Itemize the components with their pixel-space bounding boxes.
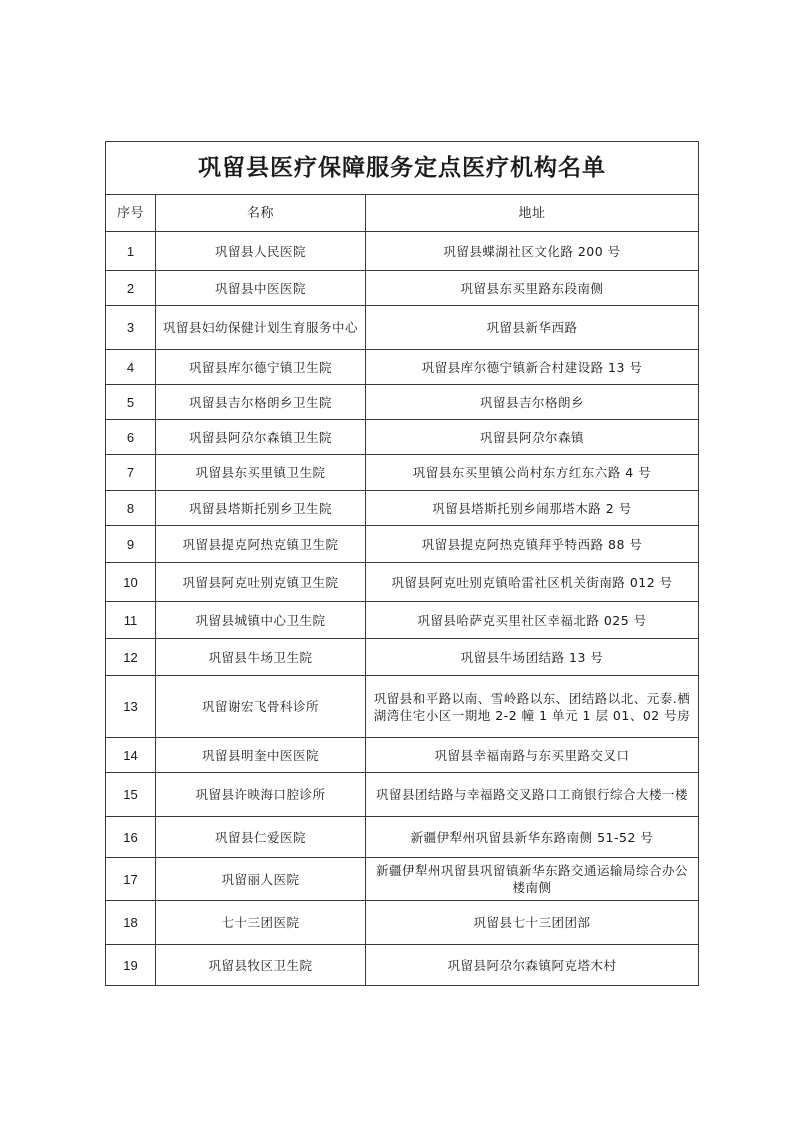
row-number: 5 bbox=[106, 385, 156, 420]
table-row bbox=[106, 491, 699, 526]
header-address: 地址 bbox=[366, 195, 699, 232]
institution-name: 巩留县提克阿热克镇卫生院 bbox=[156, 526, 366, 563]
institution-name: 巩留县妇幼保健计划生育服务中心 bbox=[156, 306, 366, 350]
institution-address: 巩留县塔斯托别乡闹那塔木路 2 号 bbox=[366, 491, 699, 526]
institution-name: 巩留谢宏飞骨科诊所 bbox=[156, 676, 366, 738]
table-body bbox=[106, 232, 699, 986]
institution-address: 巩留县和平路以南、雪岭路以东、团结路以北、元泰.栖湖湾住宅小区一期地 2-2 幢 1 单元 1 层 01、02 号房 bbox=[366, 676, 699, 738]
header-row bbox=[106, 195, 699, 232]
table-row bbox=[106, 455, 699, 491]
row-number: 12 bbox=[106, 639, 156, 676]
institution-name: 巩留县仁爱医院 bbox=[156, 817, 366, 858]
institution-name: 巩留县库尔德宁镇卫生院 bbox=[156, 350, 366, 385]
institution-name: 巩留县许映海口腔诊所 bbox=[156, 773, 366, 817]
institution-address: 巩留县东买里镇公尚村东方红东六路 4 号 bbox=[366, 455, 699, 491]
institution-name: 巩留县牧区卫生院 bbox=[156, 945, 366, 986]
institution-address: 巩留县阿尕尔森镇阿克塔木村 bbox=[366, 945, 699, 986]
institution-address: 巩留县七十三团团部 bbox=[366, 901, 699, 945]
row-number: 11 bbox=[106, 602, 156, 639]
row-number: 16 bbox=[106, 817, 156, 858]
institution-name: 巩留县明奎中医医院 bbox=[156, 738, 366, 773]
institution-address: 巩留县阿尕尔森镇 bbox=[366, 420, 699, 455]
table-row bbox=[106, 385, 699, 420]
table-row bbox=[106, 676, 699, 738]
row-number: 8 bbox=[106, 491, 156, 526]
row-number: 6 bbox=[106, 420, 156, 455]
institution-name: 巩留县城镇中心卫生院 bbox=[156, 602, 366, 639]
header-no: 序号 bbox=[106, 195, 156, 232]
row-number: 1 bbox=[106, 232, 156, 271]
institution-table bbox=[105, 141, 699, 986]
row-number: 4 bbox=[106, 350, 156, 385]
institution-address: 巩留县牛场团结路 13 号 bbox=[366, 639, 699, 676]
table-row bbox=[106, 526, 699, 563]
institution-address: 新疆伊犁州巩留县新华东路南侧 51-52 号 bbox=[366, 817, 699, 858]
table-row bbox=[106, 350, 699, 385]
table-row bbox=[106, 563, 699, 602]
table-row bbox=[106, 773, 699, 817]
table-row bbox=[106, 901, 699, 945]
row-number: 10 bbox=[106, 563, 156, 602]
institution-address: 新疆伊犁州巩留县巩留镇新华东路交通运输局综合办公楼南侧 bbox=[366, 858, 699, 901]
institution-name: 七十三团医院 bbox=[156, 901, 366, 945]
institution-address: 巩留县哈萨克买里社区幸福北路 025 号 bbox=[366, 602, 699, 639]
institution-address: 巩留县东买里路东段南侧 bbox=[366, 271, 699, 306]
institution-address: 巩留县团结路与幸福路交叉路口工商银行综合大楼一楼 bbox=[366, 773, 699, 817]
row-number: 18 bbox=[106, 901, 156, 945]
table-row bbox=[106, 738, 699, 773]
table-row bbox=[106, 639, 699, 676]
row-number: 19 bbox=[106, 945, 156, 986]
table-row bbox=[106, 420, 699, 455]
row-number: 7 bbox=[106, 455, 156, 491]
table-row bbox=[106, 945, 699, 986]
institution-address: 巩留县阿克吐别克镇哈雷社区机关街南路 012 号 bbox=[366, 563, 699, 602]
institution-address: 巩留县吉尔格朗乡 bbox=[366, 385, 699, 420]
header-name: 名称 bbox=[156, 195, 366, 232]
institution-name: 巩留县阿克吐别克镇卫生院 bbox=[156, 563, 366, 602]
table-row bbox=[106, 817, 699, 858]
institution-address: 巩留县库尔德宁镇新合村建设路 13 号 bbox=[366, 350, 699, 385]
table-row bbox=[106, 858, 699, 901]
table-row bbox=[106, 306, 699, 350]
institution-name: 巩留丽人医院 bbox=[156, 858, 366, 901]
institution-name: 巩留县中医医院 bbox=[156, 271, 366, 306]
institution-name: 巩留县东买里镇卫生院 bbox=[156, 455, 366, 491]
row-number: 9 bbox=[106, 526, 156, 563]
institution-name: 巩留县阿尕尔森镇卫生院 bbox=[156, 420, 366, 455]
institution-address: 巩留县新华西路 bbox=[366, 306, 699, 350]
table-row bbox=[106, 232, 699, 271]
row-number: 13 bbox=[106, 676, 156, 738]
institution-name: 巩留县人民医院 bbox=[156, 232, 366, 271]
institution-address: 巩留县提克阿热克镇拜乎特西路 88 号 bbox=[366, 526, 699, 563]
table-row bbox=[106, 602, 699, 639]
row-number: 17 bbox=[106, 858, 156, 901]
institution-name: 巩留县吉尔格朗乡卫生院 bbox=[156, 385, 366, 420]
row-number: 15 bbox=[106, 773, 156, 817]
document-title: 巩留县医疗保障服务定点医疗机构名单 bbox=[106, 142, 699, 195]
institution-name: 巩留县塔斯托别乡卫生院 bbox=[156, 491, 366, 526]
row-number: 2 bbox=[106, 271, 156, 306]
institution-address: 巩留县幸福南路与东买里路交叉口 bbox=[366, 738, 699, 773]
title-row bbox=[106, 142, 699, 195]
row-number: 3 bbox=[106, 306, 156, 350]
institution-name: 巩留县牛场卫生院 bbox=[156, 639, 366, 676]
row-number: 14 bbox=[106, 738, 156, 773]
institution-address: 巩留县蝶湖社区文化路 200 号 bbox=[366, 232, 699, 271]
table-row bbox=[106, 271, 699, 306]
